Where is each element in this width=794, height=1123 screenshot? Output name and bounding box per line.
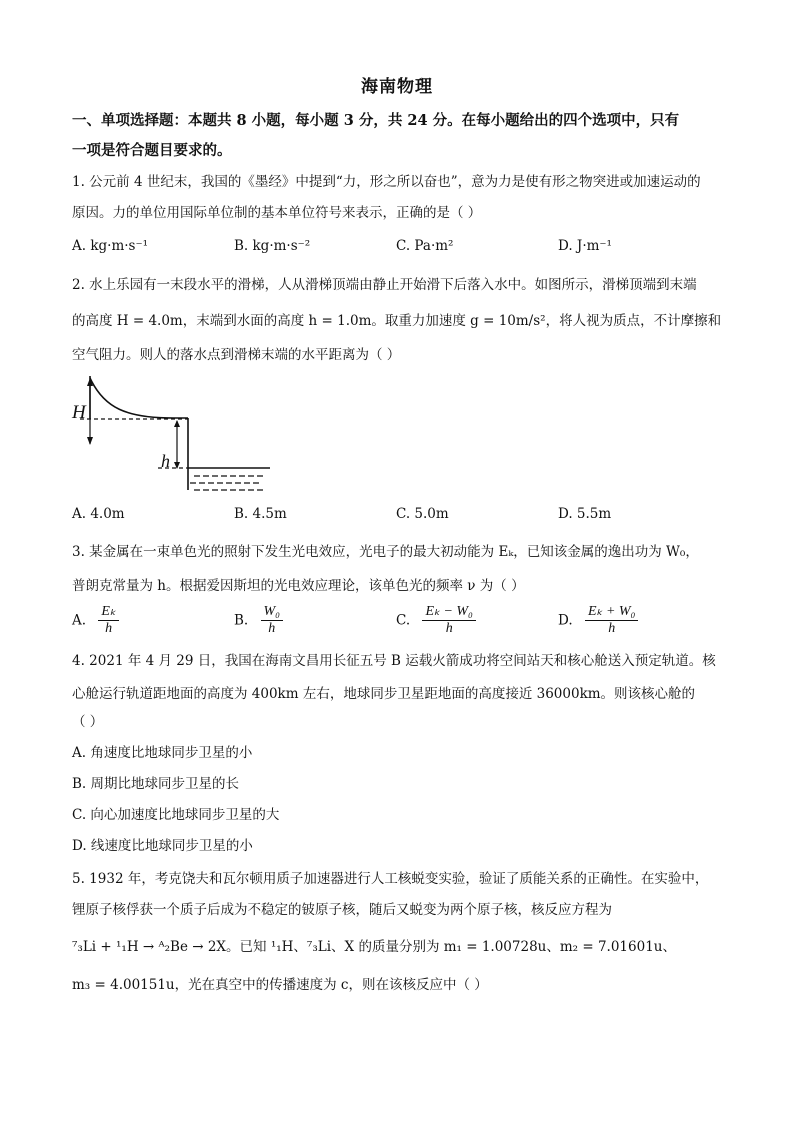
h-arrow-up [174,420,180,427]
fraction-numerator: Eₖ + W₀ [585,604,639,621]
fraction-denominator: h [608,621,616,636]
q3-option-d-label: D. [558,612,573,629]
q2-option-a[interactable]: A. 4.0m [72,506,125,522]
q3-option-c[interactable] [396,604,476,637]
q2-option-d[interactable]: D. 5.5m [558,506,612,522]
fraction-denominator: h [105,621,113,636]
fraction-numerator: Eₖ − W₀ [422,604,476,621]
q5-stem-line-1: 5. 1932 年，考克饶夫和瓦尔顿用质子加速器进行人工核蜕变实验，验证了质能关系的正确性。在实验中， [72,871,709,887]
q1-stem-line-1: 1. 公元前 4 世纪末，我国的《墨经》中提到“力，形之所以奋也”，意为力是使有形之物突进或加速运动的 [72,174,701,190]
fraction-denominator: h [445,621,453,636]
label-H: H [72,402,86,423]
q4-stem-line-2: 心舱运行轨道距地面的高度为 400km 左右，地球同步卫星距地面的高度接近 36000km。则该核心舱的 [72,686,696,702]
q3-option-d[interactable] [558,604,638,637]
H-arrow-down [87,437,93,445]
q2-option-c[interactable]: C. 5.0m [396,506,449,522]
q4-option-a[interactable]: A. 角速度比地球同步卫星的小 [72,745,253,761]
fraction-denominator: h [268,621,276,636]
q3-option-a[interactable] [72,604,119,637]
q3-option-c-fraction [422,604,476,637]
q5-equation-line: ⁷₃Li + ¹₁H → ᴬ₂Be → 2X。已知 ¹₁H、⁷₃Li、X 的质量分别为 m₁ = 1.00728u、m₂ = 7.01601u、 [72,939,676,955]
q3-option-b[interactable] [234,604,283,637]
q2-options [72,506,732,530]
section-heading-line-1: 一、单项选择题：本题共 8 小题，每小题 3 分，共 24 分。在每小题给出的四个选项中，只有 [72,112,680,129]
q1-option-d[interactable]: D. J·m⁻¹ [558,238,612,254]
q4-option-b[interactable]: B. 周期比地球同步卫星的长 [72,776,240,792]
section-heading-line-2: 一项是符合题目要求的。 [72,142,232,159]
q4-stem-line-1: 4. 2021 年 4 月 29 日，我国在海南文昌用长征五号 B 运载火箭成功将空间站天和核心舱送入预定轨道。核 [72,653,716,669]
slide-curve [90,378,188,418]
page-title: 海南物理 [361,77,433,97]
fraction-numerator: Eₖ [98,604,119,621]
q3-option-a-fraction [98,604,119,637]
q5-stem-line-2: 锂原子核俘获一个质子后成为不稳定的铍原子核，随后又蜕变为两个原子核，核反应方程为 [72,902,612,918]
q4-option-c[interactable]: C. 向心加速度比地球同步卫星的大 [72,807,280,823]
q3-options [72,604,732,644]
q1-option-c[interactable]: C. Pa·m² [396,238,454,254]
q2-stem-line-1: 2. 水上乐园有一末段水平的滑梯，人从滑梯顶端由静止开始滑下后落入水中。如图所示，滑梯顶端到末端 [72,277,697,293]
q4-option-d[interactable]: D. 线速度比地球同步卫星的小 [72,838,253,854]
q1-stem-line-2: 原因。力的单位用国际单位制的基本单位符号来表示，正确的是（ ） [72,205,482,221]
q3-option-a-label: A. [72,612,87,629]
q2-stem-line-3: 空气阻力。则人的落水点到滑梯末端的水平距离为（ ） [72,347,401,363]
q3-option-d-fraction [585,604,639,637]
fraction-numerator: W₀ [261,604,284,621]
q3-stem-line-2: 普朗克常量为 h。根据爱因斯坦的光电效应理论，该单色光的频率 ν 为（ ） [72,578,525,594]
q1-options [72,238,732,262]
q3-stem-line-1: 3. 某金属在一束单色光的照射下发生光电效应，光电子的最大初动能为 Eₖ，已知该金属的逸出功为 W₀， [72,544,699,560]
q2-option-b[interactable]: B. 4.5m [234,506,287,522]
q5-stem-line-4: m₃ = 4.00151u，光在真空中的传播速度为 c，则在该核反应中（ ） [72,977,488,993]
label-h: h [161,451,170,471]
q2-stem-line-2: 的高度 H = 4.0m，末端到水面的高度 h = 1.0m。取重力加速度 g = 10m/s²，将人视为质点，不计摩擦和 [72,313,722,329]
q1-option-b[interactable]: B. kg·m·s⁻² [234,238,311,254]
slide-figure [66,372,278,496]
q1-option-a[interactable]: A. kg·m·s⁻¹ [72,238,149,254]
q3-option-c-label: C. [396,612,411,629]
q3-option-b-label: B. [234,612,249,629]
q3-option-b-fraction [261,604,284,637]
q4-stem-line-3: （ ） [72,714,104,730]
